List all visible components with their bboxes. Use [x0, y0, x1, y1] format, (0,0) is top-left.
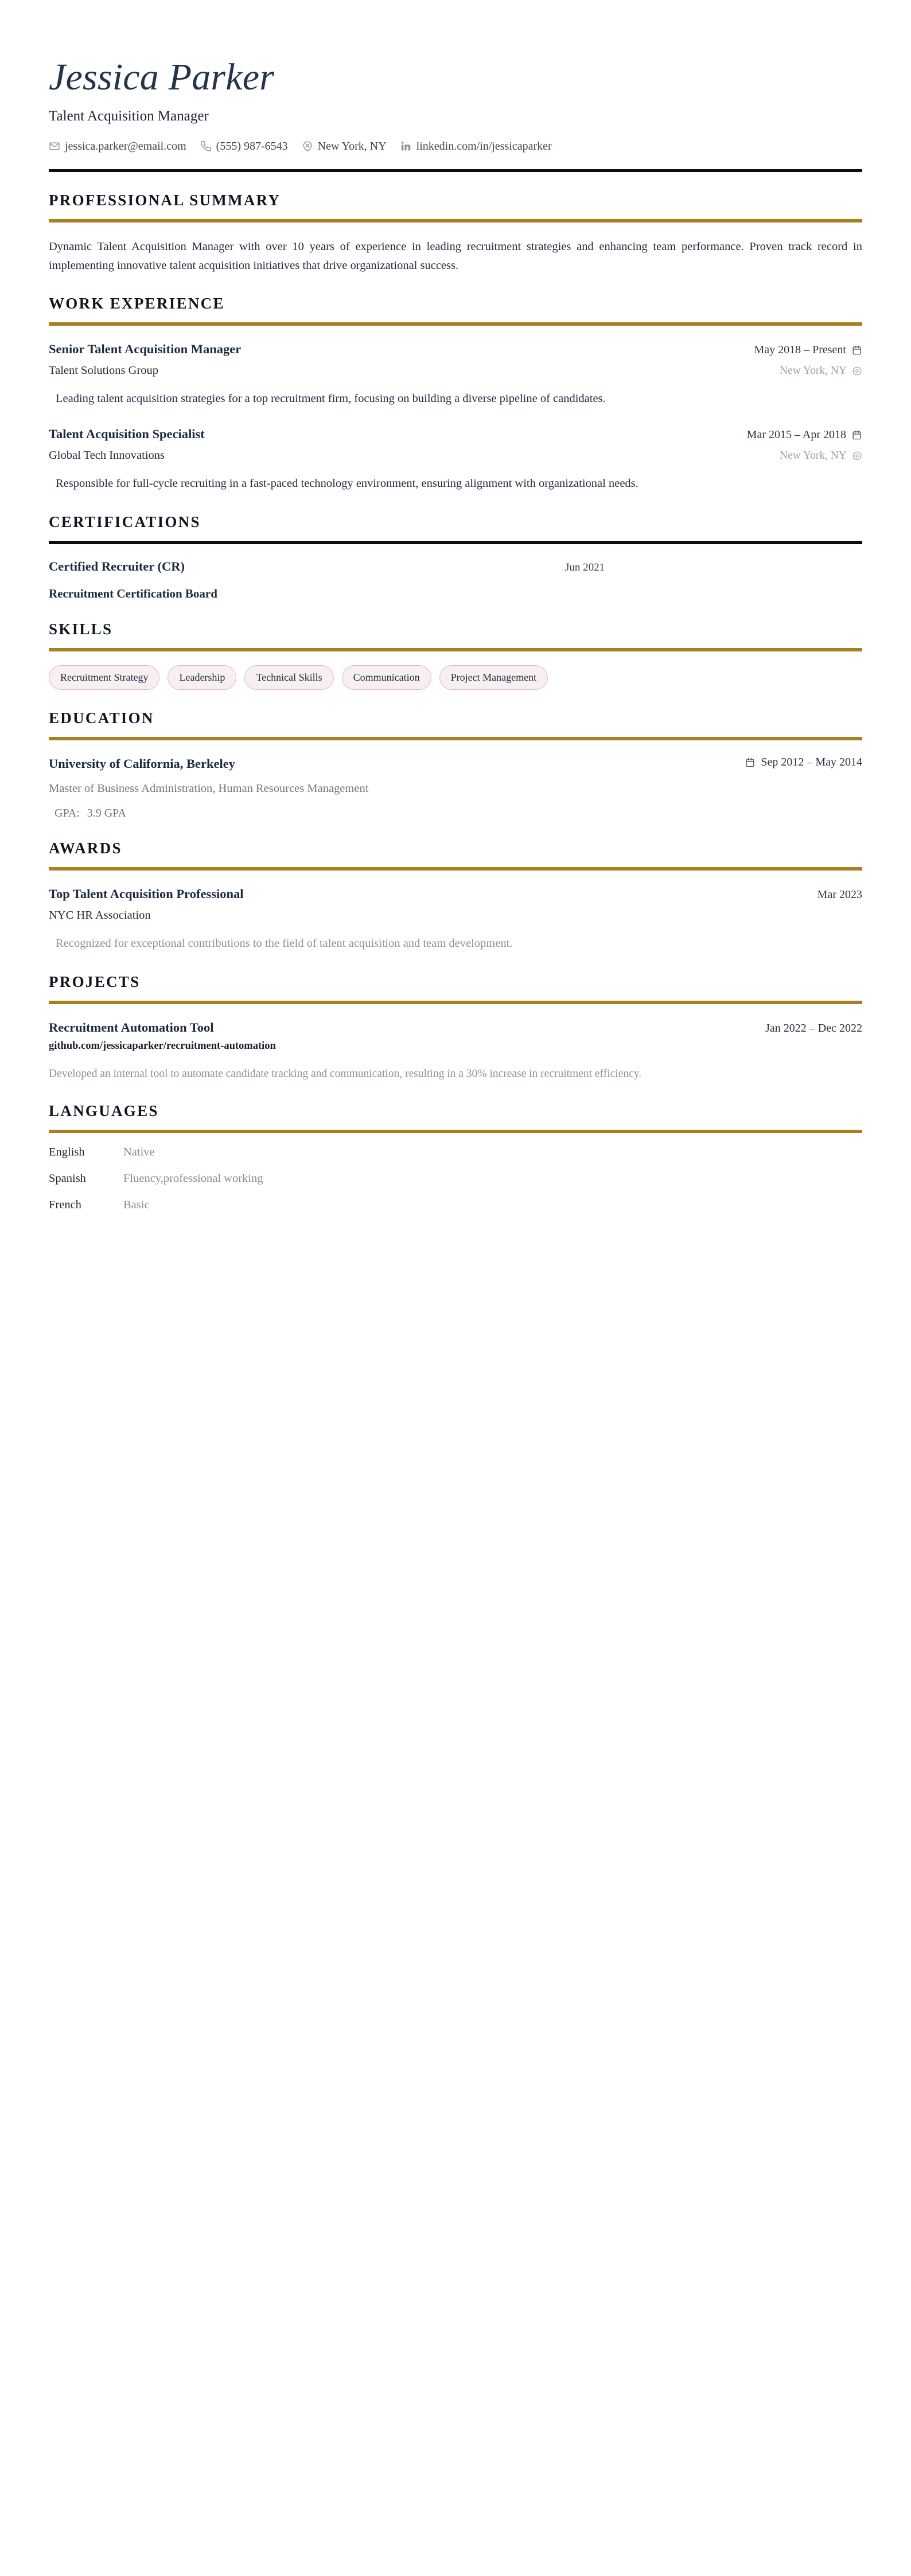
calendar-icon [851, 430, 862, 440]
section-certifications [49, 494, 862, 601]
education-date-text: Sep 2012 – May 2014 [761, 756, 862, 769]
section-work-experience [49, 275, 862, 493]
summary-text: Dynamic Talent Acquisition Manager with over 10 years of experience in leading recruitment strategies and enhancing team performance. Proven track record in implementing innovative talent acquisition initiatives that drive organizational success. [49, 240, 862, 272]
award-name: Top Talent Acquisition Professional [49, 887, 244, 901]
education-gpa-value: 3.9 GPA [87, 807, 126, 820]
skill-chip: Communication [342, 665, 431, 690]
languages-list [49, 1133, 862, 1212]
work-job-title: Senior Talent Acquisition Manager [49, 342, 242, 357]
section-title-work: WORK EXPERIENCE [49, 295, 225, 313]
section-skills [49, 601, 862, 690]
envelope-icon [49, 140, 60, 152]
skill-chip: Project Management [439, 665, 548, 690]
section-title-education: EDUCATION [49, 709, 154, 727]
section-title-summary: PROFESSIONAL SUMMARY [49, 191, 281, 209]
project-url[interactable]: github.com/jessicaparker/recruitment-automation [49, 1040, 276, 1052]
project-name: Recruitment Automation Tool [49, 1020, 214, 1035]
language-level: Fluency,professional working [123, 1172, 263, 1185]
work-location [780, 450, 862, 462]
award-description: Recognized for exceptional contributions to the field of talent acquisition and team development. [56, 937, 513, 950]
linkedin-icon [400, 140, 412, 152]
calendar-icon [851, 345, 862, 356]
language-name: French [49, 1198, 81, 1211]
education-degree: Master of Business Administration, Human Resources Management [49, 782, 369, 795]
resume-header [49, 45, 862, 172]
work-location [780, 365, 862, 377]
education-gpa-label: GPA: [54, 807, 80, 820]
language-row [49, 1172, 862, 1185]
section-title-awards: AWARDS [49, 840, 122, 857]
section-professional-summary [49, 172, 862, 275]
contact-row [49, 140, 862, 153]
award-entry [49, 885, 862, 953]
contact-phone[interactable] [200, 140, 288, 153]
calendar-icon [745, 757, 756, 768]
project-description: Developed an internal tool to automate candidate tracking and communication, resulting in a 30% increase in recruitment efficiency. [49, 1067, 642, 1080]
contact-email-text: jessica.parker@email.com [65, 139, 186, 153]
project-date-range: Jan 2022 – Dec 2022 [765, 1021, 862, 1035]
work-description: Leading talent acquisition strategies for a top recruitment firm, focusing on building a diverse pipeline of candidates. [56, 392, 606, 405]
section-projects [49, 954, 862, 1083]
map-pin-icon [302, 140, 313, 152]
work-entry [49, 426, 862, 493]
section-title-certifications: CERTIFICATIONS [49, 513, 201, 530]
work-company: Global Tech Innovations [49, 448, 165, 462]
language-name: English [49, 1145, 85, 1158]
work-date-text: May 2018 – Present [754, 344, 846, 357]
contact-location-text: New York, NY [317, 139, 387, 153]
section-title-languages: LANGUAGES [49, 1102, 159, 1119]
section-education [49, 690, 862, 820]
language-name: Spanish [49, 1172, 86, 1185]
award-organization: NYC HR Association [49, 908, 151, 922]
language-level: Basic [123, 1198, 150, 1211]
language-row [49, 1199, 862, 1212]
contact-email[interactable] [49, 140, 186, 153]
map-pin-icon [852, 451, 862, 461]
certification-date: Jun 2021 [565, 561, 605, 573]
section-languages [49, 1083, 862, 1212]
skill-chip: Technical Skills [244, 665, 333, 690]
education-entry [49, 755, 862, 820]
contact-linkedin[interactable] [400, 140, 552, 153]
contact-phone-text: (555) 987-6543 [216, 139, 288, 153]
skill-chip: Recruitment Strategy [49, 665, 159, 690]
contact-location [302, 140, 387, 153]
work-location-text: New York, NY [779, 449, 847, 462]
education-date-range [745, 756, 862, 769]
education-school: University of California, Berkeley [49, 756, 235, 771]
work-company: Talent Solutions Group [49, 364, 159, 377]
work-job-title: Talent Acquisition Specialist [49, 427, 205, 442]
work-date-range [754, 344, 862, 357]
work-location-text: New York, NY [779, 364, 847, 377]
work-date-text: Mar 2015 – Apr 2018 [746, 428, 846, 442]
work-entry [49, 341, 862, 408]
language-level: Native [123, 1145, 155, 1158]
section-title-skills: SKILLS [49, 620, 113, 638]
certification-issuer: Recruitment Certification Board [49, 586, 217, 600]
skill-chip: Leadership [168, 665, 236, 690]
contact-linkedin-text: linkedin.com/in/jessicaparker [416, 139, 552, 153]
work-description: Responsible for full-cycle recruiting in a fast-paced technology environment, ensuring alignment with organizational needs. [56, 477, 639, 490]
candidate-job-title: Talent Acquisition Manager [49, 108, 209, 124]
project-entry [49, 1019, 862, 1083]
section-title-projects: PROJECTS [49, 973, 141, 990]
phone-icon [200, 140, 212, 152]
certification-name: Certified Recruiter (CR) [49, 559, 185, 573]
certification-entry [49, 559, 862, 601]
language-row [49, 1146, 862, 1159]
candidate-name: Jessica Parker [49, 56, 275, 98]
section-awards [49, 820, 862, 953]
page-bottom-spacer [49, 1212, 862, 1303]
work-date-range [747, 428, 862, 442]
skills-list [49, 651, 862, 690]
award-date: Mar 2023 [817, 888, 862, 901]
education-gpa [54, 807, 862, 820]
map-pin-icon [852, 366, 862, 376]
